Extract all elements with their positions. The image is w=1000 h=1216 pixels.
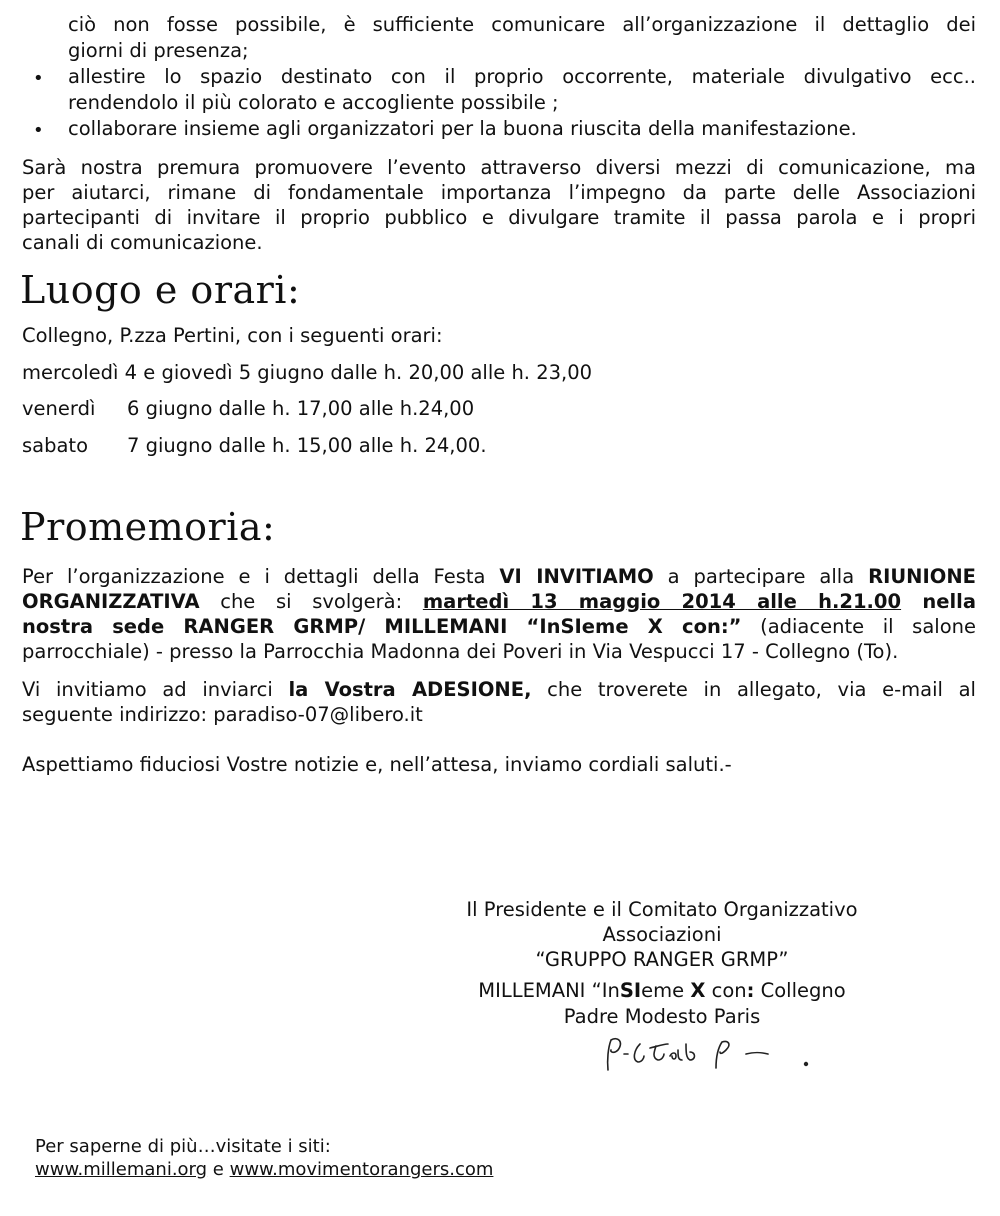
section-heading-luogo: Luogo e orari: xyxy=(20,268,301,312)
promo-paragraph-line-1: Sarà nostra premura promuovere l’evento attraverso diversi mezzi di comunicazione, ma xyxy=(22,156,976,179)
signature-line-3: “GRUPPO RANGER GRMP” xyxy=(535,948,789,971)
promemoria-p1-line-1 xyxy=(22,564,976,590)
luogo-day-saturday: sabato xyxy=(22,434,89,457)
text-run: e xyxy=(207,1159,230,1180)
text-run: che troverete in allegato, via e-mail al xyxy=(531,678,976,701)
text-run: eme xyxy=(641,979,691,1002)
list-item-1-line-1: ciò non fosse possibile, è sufficiente comunicare all’organizzazione il dettaglio dei xyxy=(68,13,976,36)
signature-line-4 xyxy=(462,978,862,1004)
footer-line-2 xyxy=(35,1157,493,1183)
text-run-bold: VI INVITIAMO xyxy=(499,565,654,588)
signature-line-1: Il Presidente e il Comitato Organizzativo xyxy=(466,898,858,921)
text-run-bold: RIUNIONE xyxy=(868,565,976,588)
section-heading-promemoria: Promemoria: xyxy=(20,505,276,549)
promemoria-p1-line-2 xyxy=(22,589,976,615)
meeting-date: martedì 13 maggio 2014 alle h.21.00 xyxy=(422,590,902,613)
footer-line-1: Per saperne di più…visitate i siti: xyxy=(35,1136,331,1157)
text-run: (adiacente il salone xyxy=(741,615,976,638)
list-item-2-line-1: allestire lo spazio destinato con il proprio occorrente, materiale divulgativo ecc.. xyxy=(68,65,976,88)
text-run-bold: ORGANIZZATIVA xyxy=(22,590,200,613)
luogo-line-2: mercoledì 4 e giovedì 5 giugno dalle h. 20,00 alle h. 23,00 xyxy=(22,361,593,384)
promo-paragraph-line-4: canali di comunicazione. xyxy=(22,231,263,254)
link-millemani[interactable]: www.millemani.org xyxy=(35,1159,208,1180)
text-run: Per l’organizzazione e i dettagli della Festa xyxy=(22,565,500,588)
promo-paragraph-line-2: per aiutarci, rimane di fondamentale importanza l’impegno da parte delle Associazioni xyxy=(22,181,976,204)
text-run-bold: la Vostra ADESIONE, xyxy=(288,678,532,701)
luogo-line-1: Collegno, P.zza Pertini, con i seguenti orari: xyxy=(22,324,443,347)
text-run-bold: X xyxy=(690,979,706,1002)
text-run: Collegno xyxy=(754,979,846,1002)
luogo-day-friday: venerdì xyxy=(22,397,96,420)
text-run: che si svolgerà: xyxy=(199,590,423,613)
list-item-1-line-2: giorni di presenza; xyxy=(68,39,249,62)
signature-line-5: Padre Modesto Paris xyxy=(563,1005,761,1028)
list-item-3-line-1: collaborare insieme agli organizzatori per la buona riuscita della manifestazione. xyxy=(68,117,857,140)
text-run: con xyxy=(705,979,747,1002)
list-item-2-line-2: rendendolo il più colorato e accogliente possibile ; xyxy=(68,91,559,114)
text-run-bold: nella xyxy=(901,590,976,613)
promemoria-closing: Aspettiamo fiduciosi Vostre notizie e, nell’attesa, inviamo cordiali saluti.- xyxy=(22,753,732,776)
text-run: MILLEMANI “In xyxy=(478,979,620,1002)
luogo-hours-saturday: 7 giugno dalle h. 15,00 alle h. 24,00. xyxy=(127,434,487,457)
promemoria-p1-line-3 xyxy=(22,614,976,640)
promemoria-p1-line-4: parrocchiale) - presso la Parrocchia Madonna dei Poveri in Via Vespucci 17 - Collegno (To). xyxy=(22,640,899,663)
signature-line-2: Associazioni xyxy=(602,923,722,946)
handwritten-signature xyxy=(598,1030,838,1080)
promemoria-p2-line-2: seguente indirizzo: paradiso-07@libero.it xyxy=(22,703,423,726)
link-movimentorangers[interactable]: www.movimentorangers.com xyxy=(229,1159,494,1180)
bullet-icon: • xyxy=(33,68,44,89)
text-run-bold: : xyxy=(746,979,755,1002)
text-run: Vi invitiamo ad inviarci xyxy=(22,678,289,701)
promo-paragraph-line-3: partecipanti di invitare il proprio pubblico e divulgare tramite il passa parola e i propri xyxy=(22,206,976,229)
text-run-bold: nostra sede RANGER GRMP/ MILLEMANI “InSIeme X con:” xyxy=(22,615,742,638)
text-run: a partecipare alla xyxy=(653,565,869,588)
bullet-icon: • xyxy=(33,120,44,141)
promemoria-p2-line-1 xyxy=(22,677,976,703)
text-run-bold: SI xyxy=(619,979,642,1002)
luogo-hours-friday: 6 giugno dalle h. 17,00 alle h.24,00 xyxy=(127,397,475,420)
